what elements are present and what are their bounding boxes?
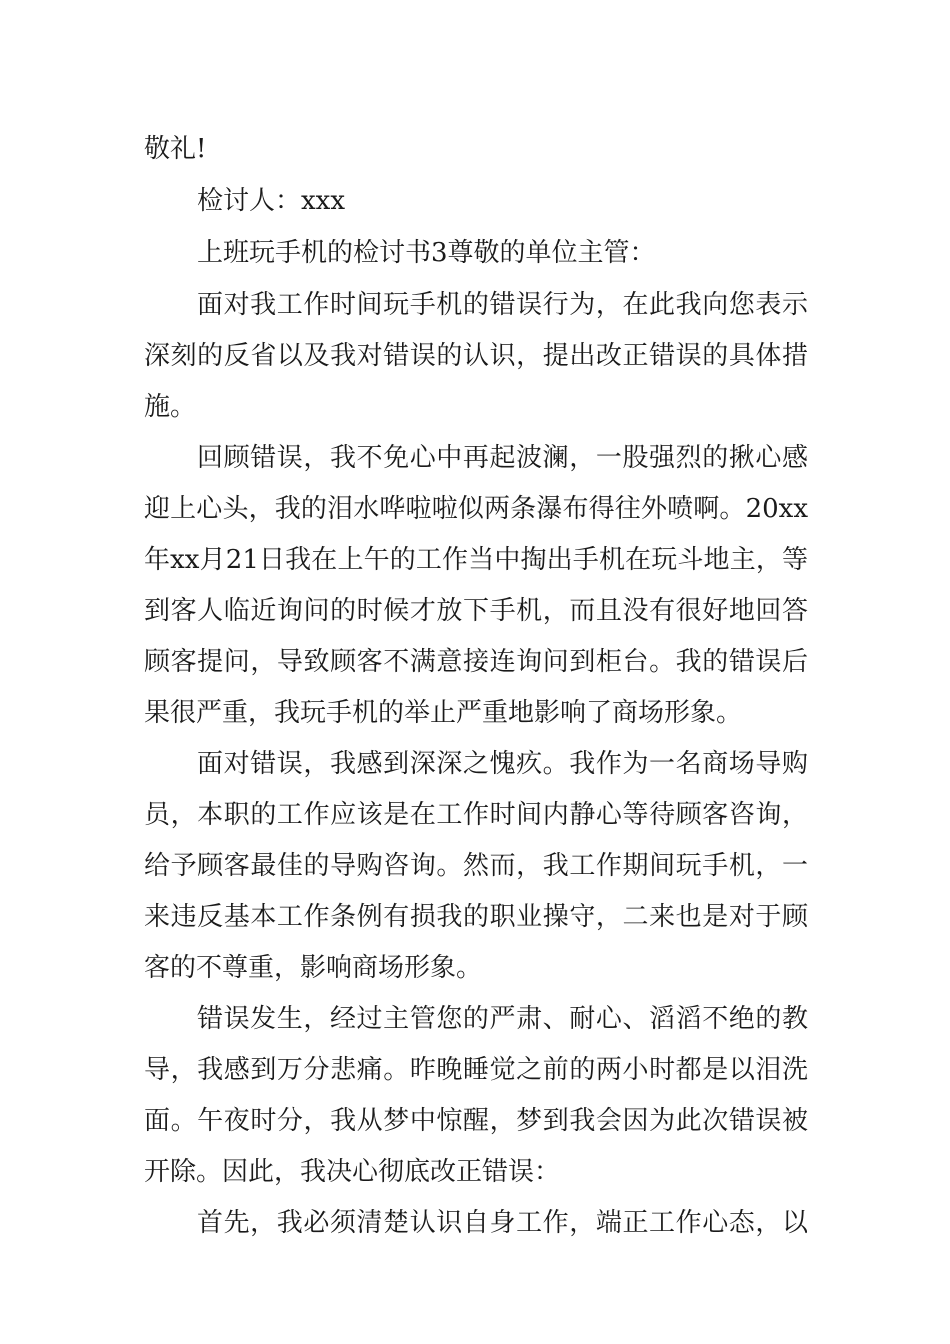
paragraph-line: 顾客提问，导致顾客不满意接连询问到柜台。我的错误后 bbox=[144, 647, 808, 677]
paragraph-line: 面对错误，我感到深深之愧疚。我作为一名商场导购 bbox=[197, 749, 808, 779]
paragraph-line: 错误发生，经过主管您的严肃、耐心、滔滔不绝的教 bbox=[197, 1004, 808, 1034]
paragraph-line: 果很严重，我玩手机的举止严重地影响了商场形象。 bbox=[144, 698, 743, 728]
signature-line: 检讨人：xxx bbox=[197, 186, 345, 216]
paragraph-line: 导，我感到万分悲痛。昨晚睡觉之前的两小时都是以泪洗 bbox=[144, 1055, 808, 1085]
paragraph-line: 到客人临近询问的时候才放下手机，而且没有很好地回答 bbox=[144, 596, 808, 626]
paragraph-line: 深刻的反省以及我对错误的认识，提出改正错误的具体措 bbox=[144, 341, 808, 371]
paragraph-line: 面。午夜时分，我从梦中惊醒，梦到我会因为此次错误被 bbox=[144, 1106, 808, 1136]
paragraph-line: 迎上心头，我的泪水哗啦啦似两条瀑布得往外喷啊。20xx bbox=[144, 494, 808, 524]
paragraph-line: 客的不尊重，影响商场形象。 bbox=[144, 953, 483, 983]
paragraph-line: 给予顾客最佳的导购咨询。然而，我工作期间玩手机，一 bbox=[144, 851, 808, 881]
paragraph-line: 员，本职的工作应该是在工作时间内静心等待顾客咨询， bbox=[144, 800, 808, 830]
paragraph-line: 面对我工作时间玩手机的错误行为，在此我向您表示 bbox=[197, 290, 808, 320]
paragraph-line: 回顾错误，我不免心中再起波澜，一股强烈的揪心感 bbox=[197, 443, 808, 473]
section-heading: 上班玩手机的检讨书3尊敬的单位主管： bbox=[197, 238, 656, 268]
closing-salutation: 敬礼! bbox=[144, 134, 207, 164]
paragraph-line: 施。 bbox=[144, 392, 197, 422]
paragraph-line: 开除。因此，我决心彻底改正错误： bbox=[144, 1157, 561, 1187]
paragraph-line: 来违反基本工作条例有损我的职业操守，二来也是对于顾 bbox=[144, 902, 808, 932]
paragraph-line: 首先，我必须清楚认识自身工作，端正工作心态，以 bbox=[197, 1208, 808, 1238]
paragraph-line: 年xx月21日我在上午的工作当中掏出手机在玩斗地主，等 bbox=[144, 545, 808, 575]
